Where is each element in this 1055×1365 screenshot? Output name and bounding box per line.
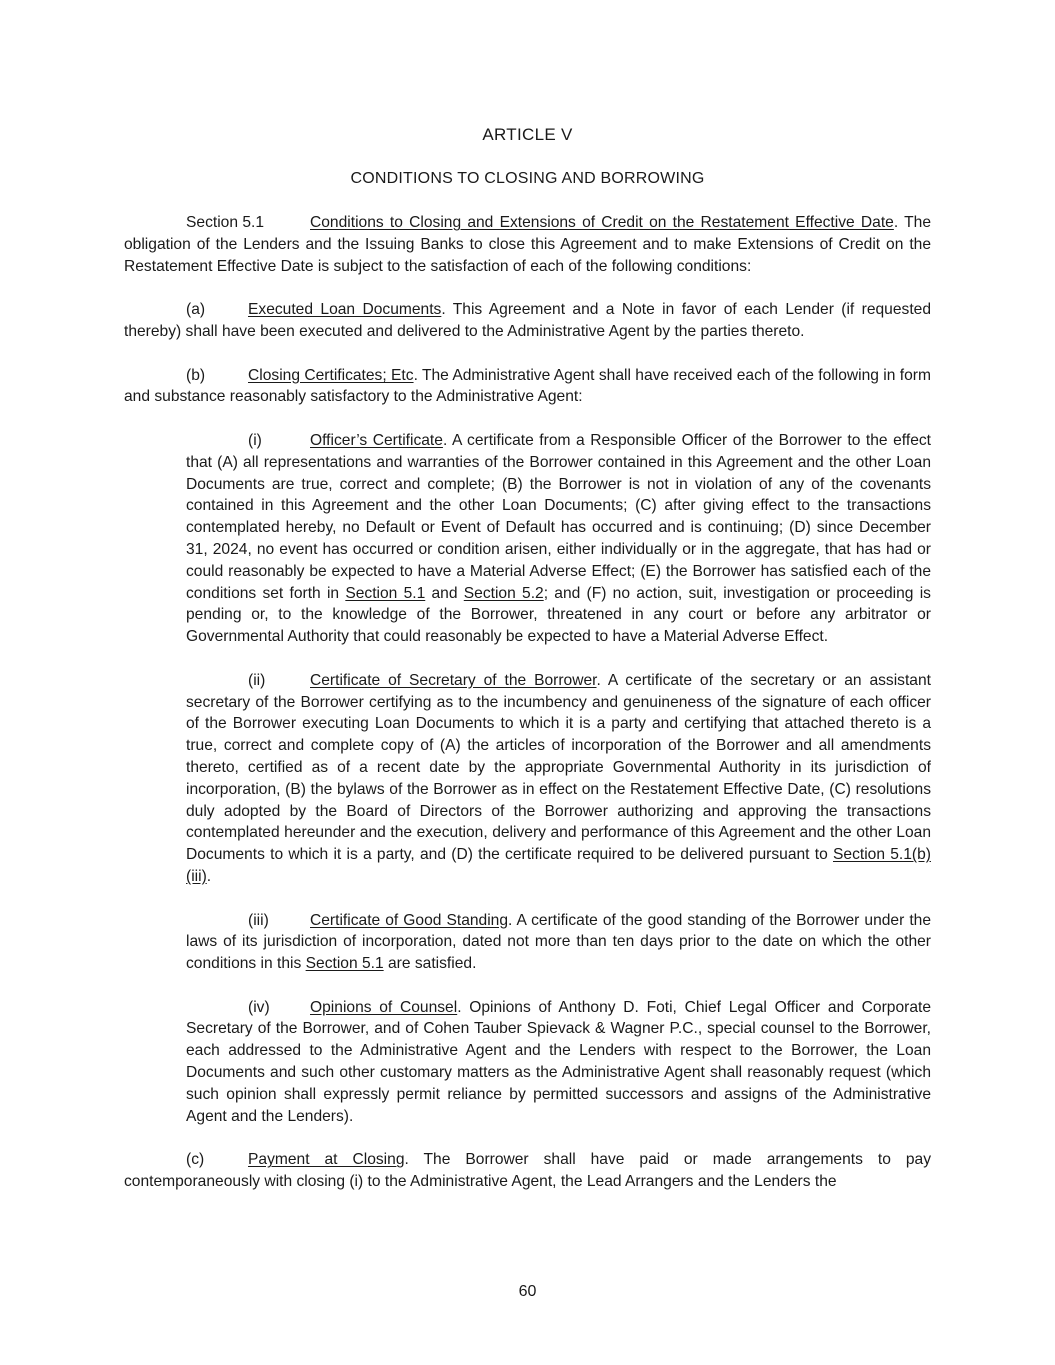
paragraph-number: (ii) [248,671,266,689]
paragraph-number: (i) [248,431,262,449]
paragraph-text: . A certificate of the good standing of the Borrower under the laws of its jurisdiction of incorporation, dated not more than ten days prior to the date on which the other conditions in this [186,911,932,973]
paragraph-number: (iii) [248,911,269,929]
paragraph-heading: Executed Loan Documents [248,301,442,319]
paragraph-number: (a) [186,301,206,319]
document-body [124,212,931,1215]
paragraph-i [186,430,931,648]
paragraph-text: . Opinions of Anthony D. Foti, Chief Legal Officer and Corporate Secretary of the Borrower, and of Cohen Tauber Spievack & Wagner P.C., special counsel to the Borrower, each addressed to the Administrative Agent and the Lenders with respect to the Borrower, the Loan Documents and such other customary matters as the Administrative Agent shall reasonably request (which such opinion shall expressly permit reliance by permitted successors and assigns of the Administrative Agent and the Lenders). [186,998,931,1125]
paragraph-text: . The Administrative Agent shall have received each of the following in form and substance reasonably satisfactory to the Administrative Agent: [124,366,931,406]
paragraph-text: and [425,584,464,602]
paragraph-iii [186,910,931,975]
paragraph-text: . A certificate of the secretary or an assistant secretary of the Borrower certifying as to the incumbency and genuineness of the signature of each officer of the Borrower executing Loan Documents to which it is a party and certifying that attached thereto is a true, correct and complete copy of (A) the articles of incorporation of the Borrower and all amendments thereto, certified as of a recent date by the appropriate Governmental Authority in its jurisdiction of incorporation, (B) the bylaws of the Borrower as in effect on the Restatement Effective Date, (C) resolutions duly adopted by the Board of Directors of the Borrower authorizing and approving the transactions contemplated hereunder and the execution, delivery and performance of this Agreement and the other Loan Documents to which it is a party, and (D) the certificate required to be delivered pursuant to [186,671,931,864]
article-title: ARTICLE V [482,125,573,144]
paragraph-number: (c) [186,1151,205,1169]
section-label: Section 5.1 [186,214,265,231]
cross-reference: Section 5.1 [345,584,426,602]
paragraph-heading: Payment at Closing [248,1151,405,1169]
paragraph-a [124,299,931,343]
section-text: . The obligation of the Lenders and the Issuing Banks to close this Agreement and to make Extensions of Credit on the Restatement Effective Date is subject to the satisfaction of each of the following conditions: [124,214,931,275]
paragraph-heading: Certificate of Good Standing [310,911,509,929]
paragraph-text: . [206,867,212,885]
paragraph-heading: Opinions of Counsel [310,998,458,1016]
paragraph-text: . The Borrower shall have paid or made arrangements to pay contemporaneously with closing (i) to the Administrative Agent, the Lead Arrangers and the Lenders the [124,1151,931,1191]
paragraph-heading: Certificate of Secretary of the Borrower [310,671,597,689]
paragraph-number: (b) [186,366,206,384]
paragraph-heading: Closing Certificates; Etc [248,366,414,384]
paragraph-number: (iv) [248,998,270,1016]
paragraph-text: . This Agreement and a Note in favor of each Lender (if requested thereby) shall have been executed and delivered to the Administrative Agent by the parties thereto. [124,301,931,340]
paragraph-iv [186,997,931,1128]
paragraph-c [124,1149,931,1193]
section-heading: Conditions to Closing and Extensions of Credit on the Restatement Effective Date [310,214,894,231]
paragraph-ii [186,670,931,888]
paragraph-b [124,365,931,409]
article-subtitle: CONDITIONS TO CLOSING AND BORROWING [350,170,705,187]
paragraph-text: ; and (F) no action, suit, investigation or proceeding is pending or, to the knowledge of the Borrower, threatened in any court or before any arbitrator or Governmental Authority that could reasonably be expected to have a Material Adverse Effect. [186,584,931,646]
section-5-1-paragraph [124,212,931,277]
cross-reference: Section 5.1(b)(iii) [186,846,931,885]
cross-reference: Section 5.2 [463,584,544,602]
cross-reference: Section 5.1 [305,955,384,973]
paragraph-text: are satisfied. [383,955,477,973]
page-number: 60 [518,1283,537,1300]
paragraph-heading: Officer’s Certificate [310,431,443,449]
paragraph-text: . A certificate from a Responsible Officer of the Borrower to the effect that (A) all representations and warranties of the Borrower contained in this Agreement and the other Loan Documents are true, correct and complete; (B) the Borrower is not in violation of any of the covenants contained in this Agreement and the other Loan Documents; (C) after giving effect to the transactions contemplated hereby, no Default or Event of Default has occurred and is continuing; (D) since December 31, 2024, no event has occurred or condition arisen, either individually or in the aggregate, that has had or could reasonably be expected to have a Material Adverse Effect; (E) the Borrower has satisfied each of the conditions set forth in [186,431,931,602]
